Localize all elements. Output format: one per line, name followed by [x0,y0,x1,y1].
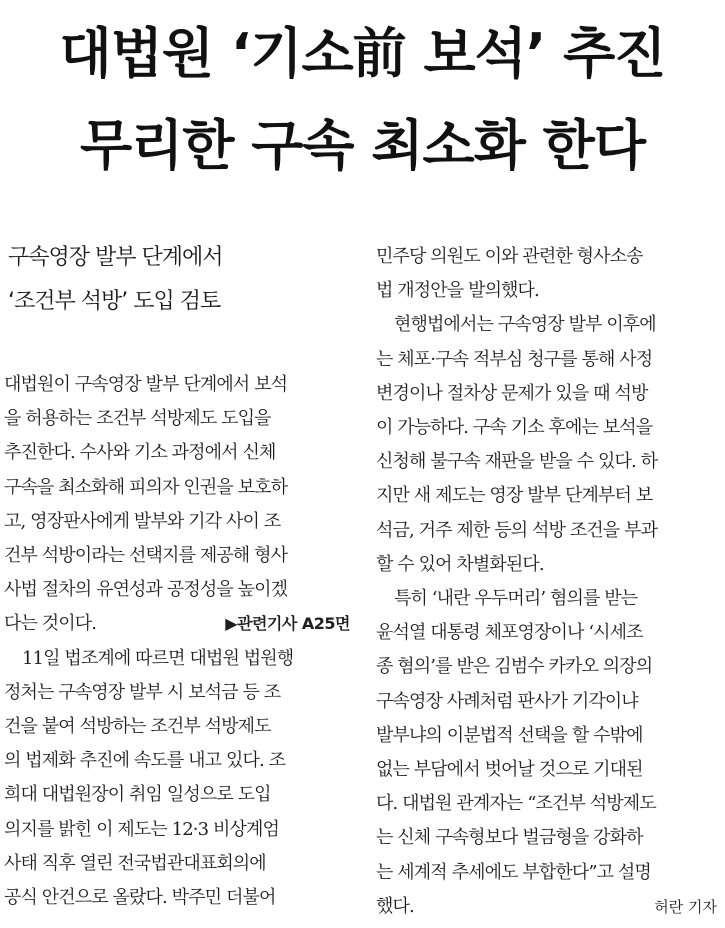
subheadline-line-1: 구속영장 발부 단계에서 [8,245,223,270]
body-line-text: 했다. [376,895,414,917]
body-line: 추진한다. 수사와 기소 과정에서 신체 [4,442,276,464]
body-line: 구속영장 사례처럼 판사가 기각이냐 [376,690,638,712]
body-line: 신청해 불구속 재판을 받을 수 있다. 하 [376,451,658,473]
body-line: 희대 대법원장이 취임 일성으로 도입 [4,784,271,806]
body-line: 11일 법조계에 따르면 대법원 법원행 [22,647,294,669]
body-line: 특히 ‘내란 우두머리’ 혐의를 받는 [394,588,638,610]
body-line: 정처는 구속영장 발부 시 보석금 등 조 [4,681,281,703]
body-line: 고, 영장판사에게 발부와 기각 사이 조 [4,510,281,532]
subheadline [8,236,350,324]
body-line: 건부 석방이라는 선택지를 제공해 형사 [4,545,288,567]
body-line-with-reference [4,607,350,641]
body-line: 할 수 있어 차별화된다. [376,553,544,575]
body-line: 대법원이 구속영장 발부 단계에서 보석 [4,374,288,395]
body-line: 발부냐의 이분법적 선택을 할 수밖에 [376,724,643,746]
body-line: 변경이나 절차상 문제가 있을 때 석방 [376,382,648,404]
right-column [376,240,721,924]
body-line: 없는 부담에서 벗어날 것으로 기대된 [376,759,643,781]
body-line: 건을 붙여 석방하는 조건부 석방제도 [4,716,271,738]
body-line: 는 세계적 추세에도 부합한다”고 설명 [376,861,651,883]
body-line-text: 다는 것이다. [4,613,97,635]
body-line: 는 신체 구속형보다 벌금형을 강화하 [376,827,643,849]
body-line: 을 허용하는 조건부 석방제도 도입을 [4,408,271,430]
body-line: 는 체포·구속 적부심 청구를 통해 사정 [376,348,653,370]
body-line: 이 가능하다. 구속 기소 후에는 보석을 [376,417,653,439]
body-line: 종 혐의’를 받은 김범수 카카오 의장의 [376,656,653,678]
headline [0,8,725,192]
body-line: 민주당 의원도 이와 관련한 형사소송 [376,246,643,267]
body-line: 현행법에서는 구속영장 발부 이후에 [394,314,656,336]
body-line: 구속을 최소화해 피의자 인권을 보호하 [4,476,288,498]
body-line: 의지를 밝힌 이 제도는 12·3 비상계엄 [4,818,279,840]
body-line: 다. 대법원 관계자는 “조건부 석방제도 [376,793,656,815]
headline-line-2: 무리한 구속 최소화 한다 [79,114,646,177]
byline: 허란 기자 [654,897,717,916]
subheadline-line-2: ‘조건부 석방’ 도입 검토 [8,289,221,314]
body-line: 법 개정안을 발의했다. [376,280,539,302]
body-line-with-byline [376,890,721,924]
body-line: 사법 절차의 유연성과 공정성을 높이겠 [4,579,288,601]
body-line: 사태 직후 열린 전국법관대표회의에 [4,852,266,874]
left-column [4,236,350,915]
related-article-link[interactable]: ▶관련기사 A25면 [225,614,350,634]
body-line: 공식 안건으로 올랐다. 박주민 더불어 [4,887,276,909]
headline-line-1: 대법원 ‘기소前 보석’ 추진 [59,22,666,85]
body-line: 지만 새 제도는 영장 발부 단계부터 보 [376,485,653,507]
body-line: 윤석열 대통령 체포영장이나 ‘시세조 [376,622,643,644]
body-line: 석금, 거주 제한 등의 석방 조건을 부과 [376,519,658,541]
body-line: 의 법제화 추진에 속도를 내고 있다. 조 [4,750,286,772]
